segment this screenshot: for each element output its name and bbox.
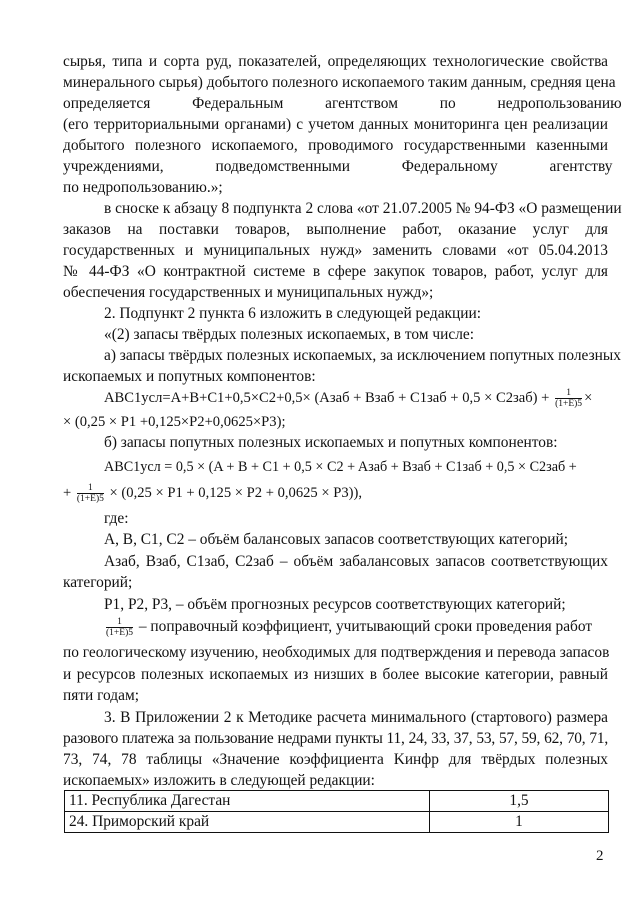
table-row [65, 791, 609, 812]
text-line: × (0,25 × P1 +0,125×P2+0,0625×P3); [63, 414, 286, 430]
value-cell: 1 [430, 812, 609, 833]
text-line: A, B, C1, C2 – объём балансовых запасов соответствующих категорий; [104, 531, 569, 548]
text-line: определяется Федеральным агентством по недропользованию [63, 95, 622, 112]
text-line: (его территориальными органами) с учетом данных мониторинга цен реализации [63, 116, 608, 133]
fraction-denominator: (1+E)5 [76, 494, 104, 505]
text-line: сырья, типа и сорта руд, показателей, определяющих технологические свойства [63, 53, 608, 70]
formula-b-line2: + $\frac{1}{(1+E)5}$ × (0,25 × P1 + 0,125 × P2 + 0,0625 × P3)), [63, 483, 363, 505]
text-line: государственных и муниципальных нужд» заменить словами «от 05.04.2013 [63, 242, 608, 259]
text-line: заказов на поставки товаров, выполнение работ, оказание услуг для [63, 221, 608, 238]
correction-fraction [77, 483, 104, 504]
text-line: добытого полезного ископаемого, проводимого государственными казенными [63, 137, 608, 154]
text-line: «(2) запасы твёрдых полезных ископаемых, в том числе: [104, 326, 474, 343]
text-line: 2. Подпункт 2 пункта 6 изложить в следующей редакции: [104, 305, 481, 322]
text-line: б) запасы попутных полезных ископаемых и попутных компонентов: [104, 434, 558, 451]
text-line: P1, P2, P3, – объём прогнозных ресурсов соответствующих категорий; [104, 596, 566, 613]
text-line: ископаемых» изложить в следующей редакции: [63, 772, 375, 789]
text-line: Aзаб, Bзаб, C1заб, C2заб – объём забалансовых запасов соответствующих [104, 553, 608, 570]
fraction-numerator: 1 [77, 483, 104, 494]
fraction-definition-line [104, 617, 608, 638]
formula-b-line1: ABC1усл = 0,5 × (A + B + C1 + 0,5 × C2 + Aзаб + Bзаб + C1заб + 0,5 × C2заб + [104, 459, 577, 475]
correction-fraction [106, 617, 133, 638]
fraction-definition-text: – поправочный коэффициент, учитывающий сроки проведения работ [138, 618, 593, 636]
text-line: 3. В Приложении 2 к Методике расчета минимального (стартового) размера [104, 709, 608, 726]
text-line: по геологическому изучению, необходимых для подтверждения и перевода запасов [63, 644, 610, 661]
text-line: учреждениями, подведомственными Федеральному агентству [63, 158, 613, 175]
text-line: и ресурсов полезных ископаемых из низших в более высокие категории, равный [63, 666, 608, 683]
text-line: где: [104, 510, 129, 527]
text-line: разового платежа за пользование недрами пункты 11, 24, 33, 37, 53, 57, 59, 62, 70, 71, [63, 730, 608, 747]
fraction-denominator: (1+E)5 [555, 399, 583, 410]
correction-fraction [555, 388, 582, 409]
region-cell: 24. Приморский край [65, 812, 430, 833]
page-number: 2 [596, 848, 604, 864]
text-line: ископаемых и попутных компонентов: [63, 368, 316, 385]
text-line: а) запасы твёрдых полезных ископаемых, за исключением попутных полезных [104, 347, 621, 364]
table-row [65, 812, 609, 833]
text-line: в сноске к абзацу 8 подпункта 2 слова «от 21.07.2005 № 94-ФЗ «О размещении [104, 200, 622, 217]
fraction-numerator: 1 [106, 617, 133, 628]
formula-a: ABC1усл=A+B+C1+0,5×C2+0,5× (Aзаб + Bзаб + C1заб + 0,5 × C2заб) + $\frac{1}{(1+E)5}$ × [104, 388, 593, 410]
fraction-numerator: 1 [555, 388, 582, 399]
text-line: пяти годам; [63, 687, 139, 704]
coefficient-table [64, 790, 609, 833]
formula-b-line2-text: × (0,25 × P1 + 0,125 × P2 + 0,0625 × P3)), [109, 485, 363, 501]
fraction-denominator: (1+E)5 [106, 628, 133, 638]
text-line: обеспечения государственных и муниципальных нужд»; [63, 284, 434, 301]
value-cell: 1,5 [430, 791, 609, 812]
text-line: минерального сырья) добытого полезного ископаемого таким данным, средняя цена [63, 74, 616, 91]
formula-a-text: ABC1усл=A+B+C1+0,5×C2+0,5× (Aзаб + Bзаб + C1заб + 0,5 × C2заб) + [104, 390, 550, 406]
text-line: № 44-ФЗ «О контрактной системе в сфере закупок товаров, работ, услуг для [63, 263, 608, 280]
text-line: категорий; [63, 574, 133, 591]
text-line: 73, 74, 78 таблицы «Значение коэффициента Kинфр для твёрдых полезных [63, 751, 608, 768]
region-cell: 11. Республика Дагестан [65, 791, 430, 812]
text-line: по недропользованию.»; [63, 179, 223, 196]
